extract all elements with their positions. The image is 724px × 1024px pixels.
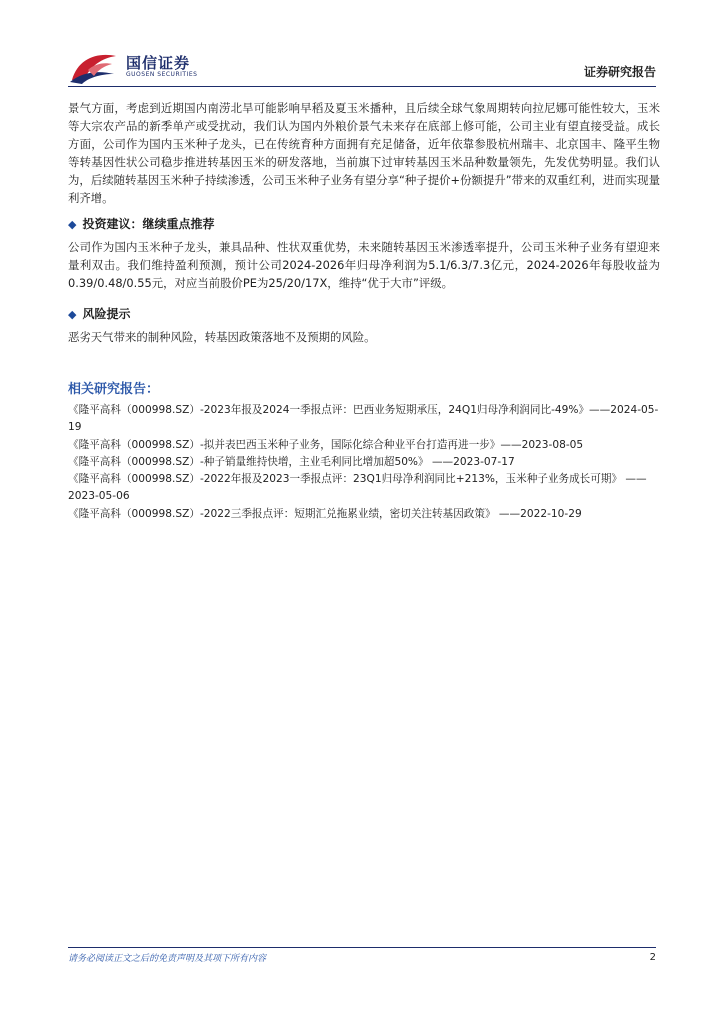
page-header [68, 48, 656, 86]
guosen-logo-mark-icon [68, 50, 120, 84]
section-investment-advice [68, 215, 214, 232]
section-risk-title: 风险提示 [82, 307, 131, 321]
paragraph-investment: 公司作为国内玉米种子龙头，兼具品种、性状双重优势，未来随转基因玉米渗透率提升，公司玉米种子业务有望迎来量利双击。我们维持盈利预测，预计公司2024-2026年归母净利润为5.1/6.3/7.3亿元，2024-2026年每股收益为0.39/0.48/0.55元，对应当前股价PE为25/20/17X，维持“优于大市”评级。 [68, 240, 660, 290]
report-type-title: 证券研究报告 [583, 65, 656, 79]
related-reports-title: 相关研究报告： [68, 382, 160, 397]
related-report-item[interactable]: 《隆平高科（000998.SZ）-2022三季报点评：短期汇兑拖累业绩，密切关注转基因政策》 ——2022-10-29 [68, 507, 582, 520]
related-report-item[interactable]: 《隆平高科（000998.SZ）-拟并表巴西玉米种子业务，国际化综合种业平台打造再进一步》——2023-08-05 [68, 438, 584, 451]
related-report-item[interactable]: 《隆平高科（000998.SZ）-2022年报及2023一季报点评：23Q1归母净利润同比+213%，玉米种子业务成长可期》 ——2023-05-06 [68, 473, 647, 503]
paragraph-risk: 恶劣天气带来的制种风险，转基因政策落地不及预期的风险。 [68, 330, 376, 344]
related-report-item[interactable]: 《隆平高科（000998.SZ）-2023年报及2024一季报点评：巴西业务短期承压，24Q1归母净利润同比-49%》——2024-05-19 [68, 404, 659, 434]
footer-divider [68, 947, 656, 948]
diamond-bullet-icon: ◆ [68, 218, 77, 231]
page-number: 2 [649, 952, 656, 963]
paragraph-outlook: 景气方面，考虑到近期国内南涝北旱可能影响早稻及夏玉米播种，且后续全球气象周期转向拉尼娜可能性较大，玉米等大宗农产品的新季单产或受扰动，我们认为国内外粮价景气未来存在底部上修可能，公司主业有望直接受益。成长方面，公司作为国内玉米种子龙头，已在传统育种方面拥有充足储备，近年依靠参股杭州瑞丰、北京国丰、隆平生物等转基因性状公司稳步推进转基因玉米的研发落地，当前旗下过审转基因玉米品种数量领先，先发优势明显。我们认为，后续随转基因玉米种子持续渗透，公司玉米种子业务有望分享“种子提价+份额提升”带来的双重红利，进而实现量利齐增。 [68, 101, 660, 205]
related-report-item[interactable]: 《隆平高科（000998.SZ）-种子销量维持快增，主业毛利同比增加超50%》 ——2023-07-17 [68, 455, 515, 468]
header-divider [68, 86, 656, 87]
related-reports-list [68, 402, 660, 523]
diamond-bullet-icon: ◆ [68, 308, 77, 321]
section-risk [68, 305, 130, 322]
logo-chinese-name: 国信证券 [126, 54, 191, 72]
disclaimer-note: 请务必阅读正文之后的免责声明及其项下所有内容 [68, 954, 267, 964]
section-investment-title: 投资建议：继续重点推荐 [82, 217, 215, 231]
guosen-logo [68, 48, 208, 84]
logo-english-name: GUOSEN SECURITIES [126, 71, 198, 78]
